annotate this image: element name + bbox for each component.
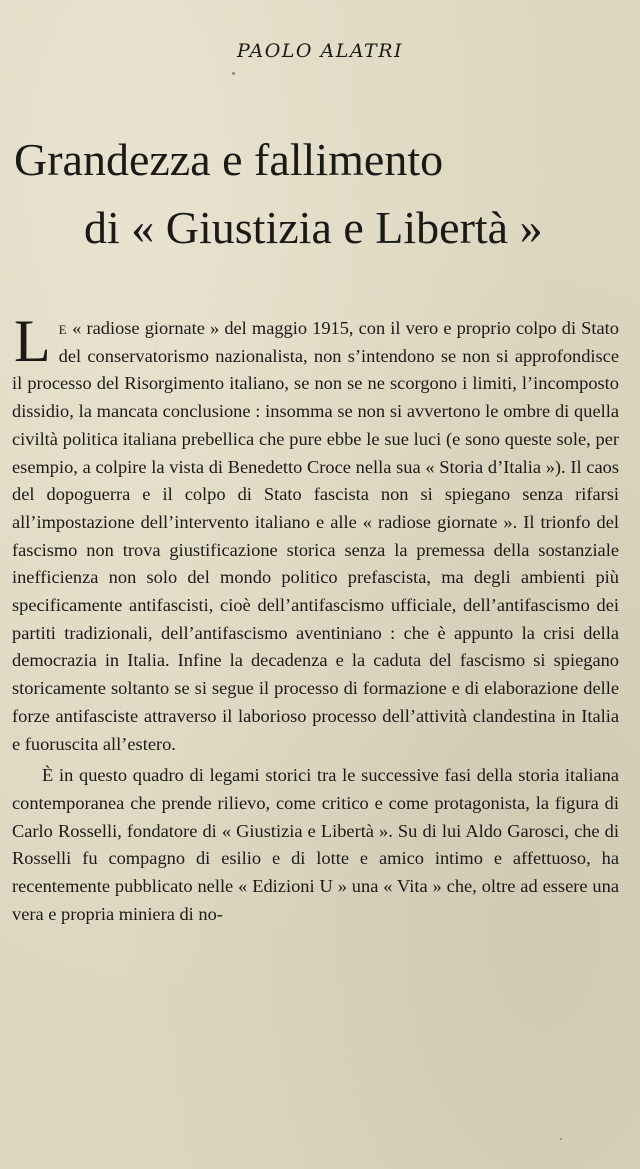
author-name: PAOLO ALATRI <box>236 40 404 62</box>
title-line-1: Grandezza e fallimento <box>14 134 444 185</box>
article-title <box>0 126 640 262</box>
paragraph-2: È in questo quadro di legami storici tra le successive fasi della storia italiana contemporanea che prende rilievo, come critico e come protagonista, la figura di Carlo Rosselli, fondatore di « Giustizia e Libertà ». Su di lui Aldo Garosci, che di Rosselli fu compagno di esilio e di lotte e amico intimo e affettuoso, ha recentemente pubblicato nelle « Edizioni U » una « Vita » che, oltre ad essere una vera e propria miniera di no- <box>12 765 619 924</box>
article-body <box>12 308 619 928</box>
first-word-rest: e <box>58 318 68 338</box>
title-line-2: di « Giustizia e Libertà » <box>84 202 543 253</box>
paragraph-1 <box>12 308 619 758</box>
paper-speck <box>232 72 235 75</box>
drop-cap: L <box>14 308 51 374</box>
paper-speck <box>560 1138 562 1140</box>
paragraph-1-text: « radiose giornate » del maggio 1915, con il vero e proprio colpo di Stato del conservatorismo nazionalista, non s’intendono se non si approfondisce il processo del Risorgimento italiano, se non se ne scorgono i limiti, l’incomposto dissidio, la mancata conclusione : insomma se non si avvertono le ombre di quella civiltà politica italiana prebellica che pure ebbe le sue luci (e sono queste sole, per esempio, a colpire la vista di Benedetto Croce nella sua « Storia d’Italia »). Il caos del dopoguerra e il colpo di Stato fascista non si spiegano senza rifarsi all’impostazione dell’intervento italiano e alle « radiose giornate ». Il trionfo del fascismo non trova giustificazione storica senza la premessa della sostanziale inefficienza non solo del mondo politico prefascista, ma degli ambienti più specificamente antifascisti, cioè dell’antifascismo ufficiale, dell’antifascismo dei partiti tradizionali, dell’antifascismo aventiniano : che è appunto la crisi della democrazia in Italia. Infine la decadenza e la caduta del fascismo si spiegano storicamente soltanto se si segue il processo di formazione e di elaborazione delle forze antifasciste attraverso il laborioso processo dell’attività clandestina in Italia e fuoruscita all’estero. <box>12 318 619 754</box>
